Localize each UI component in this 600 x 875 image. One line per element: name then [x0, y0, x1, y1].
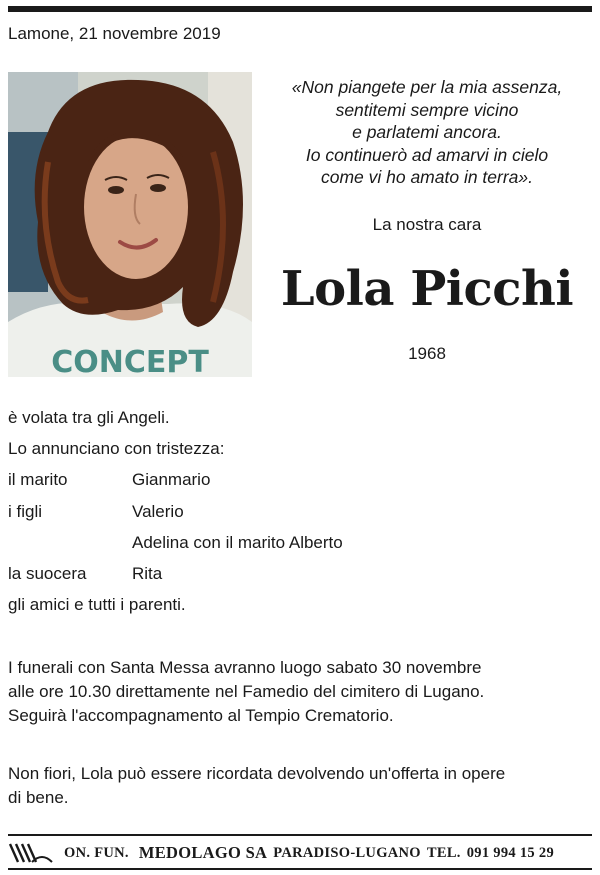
flowers-line: di bene.: [8, 788, 69, 807]
top-rule: [8, 6, 592, 12]
quote-line: come vi ho amato in terra».: [320, 167, 534, 187]
footer-company: MEDOLAGO SA: [138, 843, 268, 862]
announcement-line: Lo annunciano con tristezza:: [8, 439, 225, 458]
footer-prefix: ON. FUN.: [64, 844, 129, 861]
footer-location: PARADISO-LUGANO: [273, 844, 421, 861]
closing-family-line: gli amici e tutti i parenti.: [8, 595, 186, 614]
footer-tel-label: TEL.: [426, 844, 461, 861]
funeral-line: I funerali con Santa Messa avranno luogo sabato 30 novembre: [8, 658, 482, 677]
funeral-paragraph: [8, 656, 592, 728]
announcement-line: è volata tra gli Angeli.: [8, 408, 170, 427]
family-name: Adelina con il marito Alberto: [132, 533, 343, 552]
family-name: Rita: [132, 564, 163, 583]
funeral-line: Seguirà l'accompagnamento al Tempio Crematorio.: [8, 706, 394, 725]
footer-rule-top: [8, 834, 592, 836]
footer-rule-bottom: [8, 868, 592, 870]
flowers-line: Non fiori, Lola può essere ricordata devolvendo un'offerta in opere: [8, 764, 506, 783]
family-label: i figli: [8, 502, 43, 521]
funeral-line: alle ore 10.30 direttamente nel Famedio del cimitero di Lugano.: [8, 682, 485, 701]
medolago-logo-icon: [8, 842, 54, 864]
quote-line: e parlatemi ancora.: [352, 122, 502, 142]
deceased-name: Lola Picchi: [280, 261, 574, 317]
quote-block: [262, 76, 592, 189]
place-date: Lamone, 21 novembre 2019: [8, 24, 221, 43]
birth-year: 1968: [408, 344, 446, 363]
family-label: il marito: [8, 470, 68, 489]
footer-phone: 091 994 15 29: [466, 844, 555, 861]
quote-line: sentitemi sempre vicino: [335, 99, 519, 120]
quote-line: Io continuerò ad amarvi in cielo: [305, 144, 549, 165]
portrait-photo: [8, 72, 252, 377]
flowers-paragraph: [8, 762, 592, 810]
family-name: Gianmario: [132, 470, 211, 489]
intro-text: La nostra cara: [372, 215, 482, 234]
family-name: Valerio: [132, 502, 184, 521]
quote-line: «Non piangete per la mia assenza,: [291, 77, 563, 97]
family-label: la suocera: [8, 564, 87, 583]
shirt-print-text: CONCEPT: [51, 345, 209, 377]
funeral-home-footer: [8, 842, 592, 864]
